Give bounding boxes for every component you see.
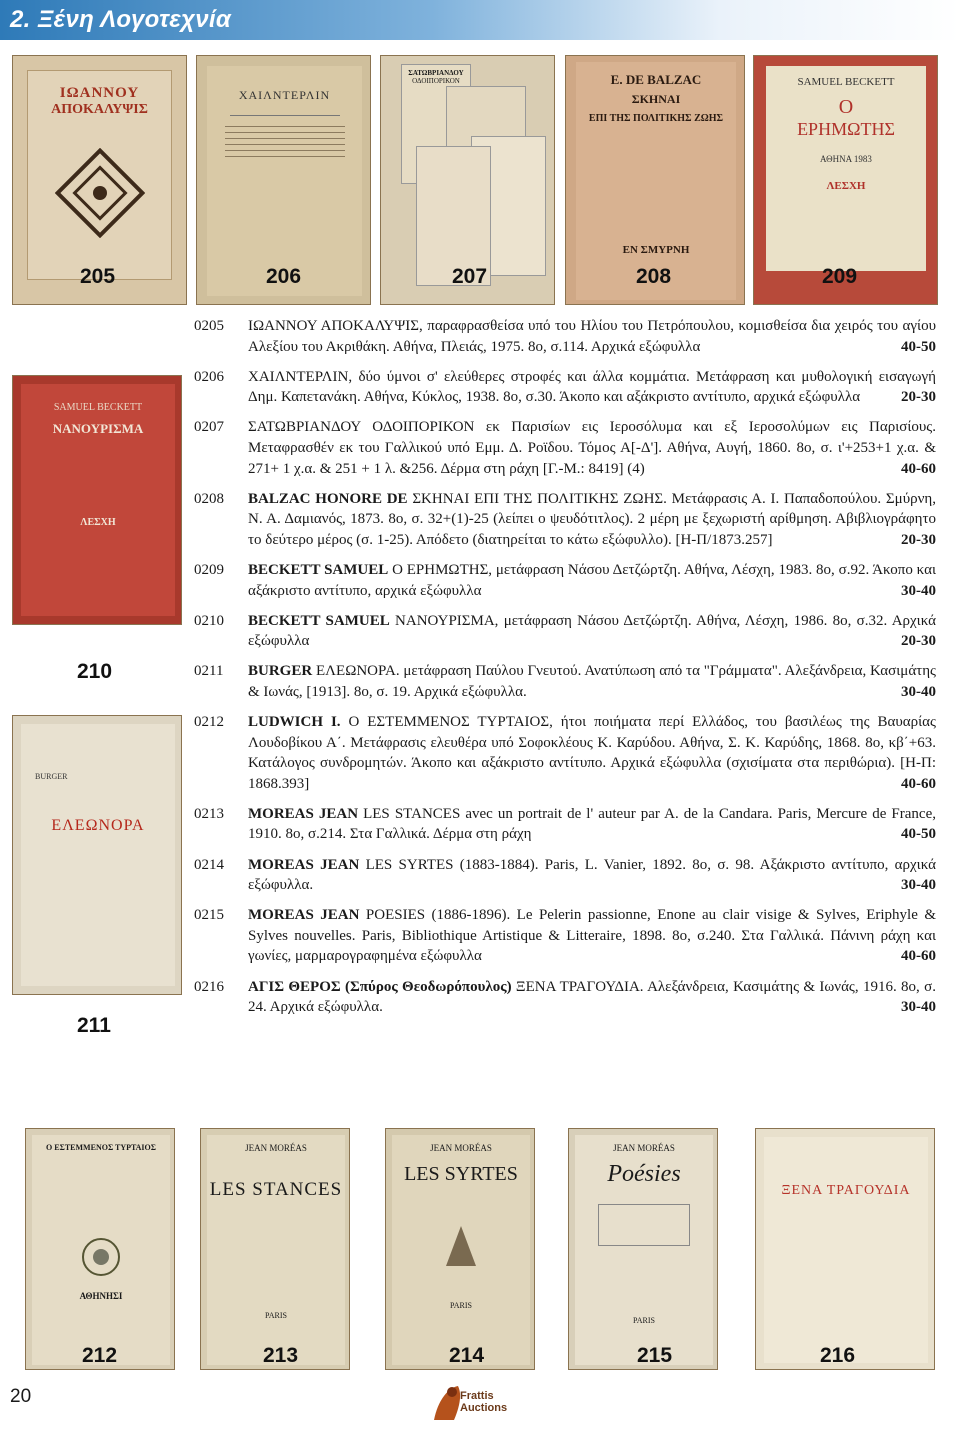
lot-number-label: 207 [452,265,488,288]
cover-title: ΟΔΟΙΠΟΡΙΚΟΝ [412,77,460,85]
lot-description [248,367,936,408]
lot-price: 40-60 [901,460,936,477]
lot-entry [194,417,936,479]
lot-author: MOREAS JEAN [248,907,360,924]
lot-entry [194,611,936,652]
lot-number-label: 206 [266,265,302,288]
lot-entry [194,316,936,357]
lot-number-label: 213 [263,1344,299,1367]
logo-text-line: Frattis [460,1390,494,1402]
lot-description [248,316,936,357]
cover-title: ΛΕΣΧΗ [80,517,116,528]
lot-code: 0207 [194,419,224,436]
lot-code: 0215 [194,907,224,924]
lot-description [248,977,936,1018]
lot-author: MOREAS JEAN [248,856,360,873]
lot-price: 40-50 [901,826,936,843]
cover-title: Poésies [607,1161,681,1187]
lot-entry [194,712,936,794]
lot-description [248,804,936,845]
lot-description [248,417,936,479]
lot-code: 0208 [194,490,224,507]
lot-text: ΧΑΙΛΝΤΕΡΛΙΝ, δύο ύμνοι σ' ελεύθερες στροφές και άλλα κομμάτια. Μετάφραση και μυθολογική εισαγωγή Δημ. Καπετανάκη. Αθήνα, Κύκλος, 1938. 8ο, σ.30. Άκοπο και αξάκριστο αντίτυπο, αρχικά εξώφυλλα [248,368,936,406]
book-image-215 [568,1128,718,1370]
book-image-216 [755,1128,935,1370]
lot-code: 0216 [194,978,224,995]
lot-code: 0206 [194,368,224,385]
lot-text: ΞΕΝΑ ΤΡΑΓΟΥΔΙΑ. Αλεξάνδρεια, Κασιμάτης & Ιωνάς, 1916. 8ο, σ. 24. Αρχικά εξώφυλλα. [248,978,936,1016]
lot-text: ΕΛΕΩΝΟΡΑ. μετάφραση Παύλου Γνευτού. Ανατύπωση από τα "Γράμματα". Αλεξάνδρεια, Κασιμάτης & Ιωνάς, [1913]. 8ο, σ. 19. Αρχικά εξώφυλλα. [248,663,936,700]
lot-text: LES STANCES avec un portrait de l' auteur par A. de la Candara. Paris, Mercure de France, 1910. 8ο, σ.214. Στα Γαλλικά. Δέρμα στη ράχη [248,805,936,843]
cover-title: JEAN MORÉAS [245,1143,307,1153]
cover-title: LES STANCES [209,1179,343,1200]
lot-price: 40-60 [901,948,936,965]
lot-price: 20-30 [901,531,936,548]
lot-number-label: 212 [82,1344,118,1367]
lot-price: 20-30 [901,389,936,406]
cover-title: ΕΡΗΜΩΤΗΣ [797,119,895,139]
lot-price: 30-40 [901,683,936,700]
lot-number-label: 215 [637,1344,673,1367]
lot-price: 20-30 [901,633,936,650]
lot-entry [194,905,936,967]
book-image-211 [12,715,182,995]
cover-title: JEAN MORÉAS [613,1143,675,1153]
lot-text: Ο ΕΡΗΜΩΤΗΣ, μετάφραση Νάσου Δετζώρτζη. Αθήνα, Λέσχη, 1983. 8ο, σ.92. Άκοπο και αξάκριστο αντίτυπο, αρχικά εξώφυλλα [248,561,936,599]
lot-description [248,560,936,601]
cover-title: BURGER [35,772,68,781]
cover-title: ΕΠΙ ΤΗΣ ΠΟΛΙΤΙΚΗΣ ΖΩΗΣ [588,113,724,124]
lot-number-label: 211 [77,1014,111,1037]
lot-description [248,611,936,652]
lot-text: ΣΚΗΝΑΙ ΕΠΙ ΤΗΣ ΠΟΛΙΤΙΚΗΣ ΖΩΗΣ. Μετάφρασις Α. Ι. Παπαδοπούλου. Σμύρνη, Ν. Α. Δαμιανός, 1873. 8ο, σ. 32+(1)-25 (λείπει ο ψευδότιτλος). 2 μέρη με ξεχωριστή αρίθμηση. Αβιβλιογράφητο το δεύτερο μέρος (σ. 1-25). Απόδετο (διατηρείται το κάτω εξώφυλλο). [Η-Π/1873.257] [248,490,936,548]
lot-price: 30-40 [901,999,936,1016]
lot-entry [194,977,936,1018]
lot-author: BECKETT SAMUEL [248,561,389,578]
section-title: 2. Ξένη Λογοτεχνία [10,6,232,33]
lot-description [248,712,936,794]
cover-title: PARIS [265,1311,287,1320]
cover-title: Ο [838,96,854,118]
lot-entry [194,804,936,845]
cover-title: LES SYRTES [404,1163,518,1185]
lot-number-label: 216 [820,1344,856,1367]
lot-entry [194,855,936,896]
lot-author: MOREAS JEAN [248,805,359,822]
cover-title: PARIS [450,1301,472,1310]
lot-number-label: 209 [822,265,858,288]
cover-title: PARIS [633,1316,655,1325]
logo-text-line: Auctions [460,1402,508,1414]
cover-title: ΑΘΗΝΗΣΙ [79,1291,123,1301]
cover-title: ΑΘΗΝΑ 1983 [820,154,872,164]
lot-description [248,661,936,702]
lot-author: BURGER [248,663,313,680]
cover-title: Ε. DE BALZAC [610,72,702,87]
lot-text: ΙΩΑΝΝΟΥ ΑΠΟΚΑΛΥΨΙΣ, παραφρασθείσα υπό του Ηλίου του Πετρόπουλου, κομισθείσα δια χειρός του αγίου Αλεξίου του Ακριθάκη. Αθήνα, Πλειάς, 1975. 8ο, σ.114. Αρχικά εξώφυλλα [248,318,936,355]
lot-list [194,316,936,1027]
lot-author: ΑΓΙΣ ΘΕΡΟΣ (Σπύρος Θεοδωρόπουλος) [248,978,512,995]
book-image-210 [12,375,182,625]
cover-title: JEAN MORÉAS [430,1143,492,1153]
book-image-213 [200,1128,350,1370]
cover-title: ΕΝ ΣΜΥΡΝΗ [622,244,690,256]
lot-number-label: 214 [449,1344,485,1367]
lot-number-label: 205 [80,265,116,288]
lot-number-label: 208 [636,265,672,288]
cover-title: ΞΕΝΑ ΤΡΑΓΟΥΔΙΑ [781,1183,911,1198]
lot-author: LUDWICH I. [248,714,341,730]
lot-code: 0212 [194,714,224,730]
lot-code: 0214 [194,856,224,873]
lot-description [248,489,936,551]
vignette-icon [436,1216,486,1276]
ornament-icon [55,148,145,238]
lot-text: ΝΑΝΟΥΡΙΣΜΑ, μετάφραση Νάσου Δετζώρτζη. Αθήνα, Λέσχη, 1986. 8ο, σ.32. Αρχικά εξώφυλλα [248,612,936,650]
lot-code: 0209 [194,561,224,578]
lot-price: 30-40 [901,877,936,894]
cover-title: SAMUEL BECKETT [797,76,895,88]
lot-code: 0213 [194,805,224,822]
book-image-212 [25,1128,175,1370]
logo-text [460,1390,507,1414]
lot-entry [194,560,936,601]
lot-entry [194,367,936,408]
lot-number-label: 210 [77,660,113,683]
cover-title: SAMUEL BECKETT [53,402,143,413]
lot-author: BALZAC HONORE DE [248,490,408,507]
lot-text: POESIES (1886-1896). Le Pelerin passionne, Enone au clair visige & Sylves, Eriphyle & Sylves nouvelles. Paris, Bibliothique Artistique & Litteraire, 1898. 8ο, σ.240. Στα Γαλλικά. Πάνινη ράχη και γωνίες, μαρμαρογραφημένα εξώφυλλα [248,907,936,965]
lot-text: ΣΑΤΩΒΡΙΑΝΔΟΥ ΟΔΟΙΠΟΡΙΚΟΝ εκ Παρισίων εις Ιεροσόλυμα και εξ Ιεροσολύμων εις Παρισίους. Μεταφρασθέν εκ του Γαλλικού υπό Εμμ. Δ. Ροϊδου. Τόμος Α[-Δ']. Αθήνα, Αυγή, 1860. 8ο, σ. ι'+253+1 χ.α. & 271+ 1 χ.α. & 251 + 1 λ. &256. Δέρμα στη ράχη [Γ.-Μ.: 8419] (4) [248,419,936,477]
lot-entry [194,661,936,702]
cover-title: ΣΚΗΝΑΙ [631,92,681,106]
lot-code: 0211 [194,663,224,680]
cover-title: Ο ΕΣΤΕΜΜΕΝΟΣ ΤΥΡΤΑΙΟΣ [46,1143,156,1152]
lot-description [248,855,936,896]
lot-price: 30-40 [901,582,936,599]
cover-title: ΑΠΟΚΑΛΥΨΙΣ [51,102,148,117]
cover-title: ΝΑΝΟΥΡΙΣΜΑ [52,421,144,436]
ornament-icon [76,1232,126,1282]
lot-code: 0205 [194,318,224,334]
page-number: 20 [10,1386,32,1407]
lot-text: Ο ΕΣΤΕΜΜΕΝΟΣ ΤΥΡΤΑΙΟΣ, ήτοι ποιήματα περί Ελλάδος, του βασιλέως της Βαυαρίας Λουδοβίκου Α΄. Μετάφρασις ελευθέρα υπό Σοφοκλέους Κ. Καρύδου. Αθήνα, Σ. Κ. Καρύδης, 1868. 8ο, κβ΄+63. Κατάλογος συνδρομητών. Άκοπο και αξάκριστο αντίτυπο. Αρχικά εξώφυλλα (σχισίματα στα περιθώρια). [Η-Π: 1868.393] [248,714,936,792]
cover-title: ΛΕΣΧΗ [826,180,866,192]
cover-title: ΧΑΙΛΝΤΕΡΛΙΝ [238,88,331,102]
book-image-214 [385,1128,535,1370]
lot-code: 0210 [194,612,224,629]
lot-author: BECKETT SAMUEL [248,612,390,629]
cover-title: ΣΑΤΩΒΡΙΑΝΔΟΥ [408,69,464,77]
lot-description [248,905,936,967]
lot-price: 40-50 [901,338,936,355]
cover-title: ΕΛΕΩΝΟΡΑ [51,817,145,834]
cover-title: ΙΩΑΝΝΟΥ [59,85,140,101]
lot-price: 40-60 [901,775,936,792]
lot-entry [194,489,936,551]
lot-text: LES SYRTES (1883-1884). Paris, L. Vanier, 1892. 8ο, σ. 98. Αξάκριστο αντίτυπο, αρχικά εξώφυλλα. [248,856,936,894]
